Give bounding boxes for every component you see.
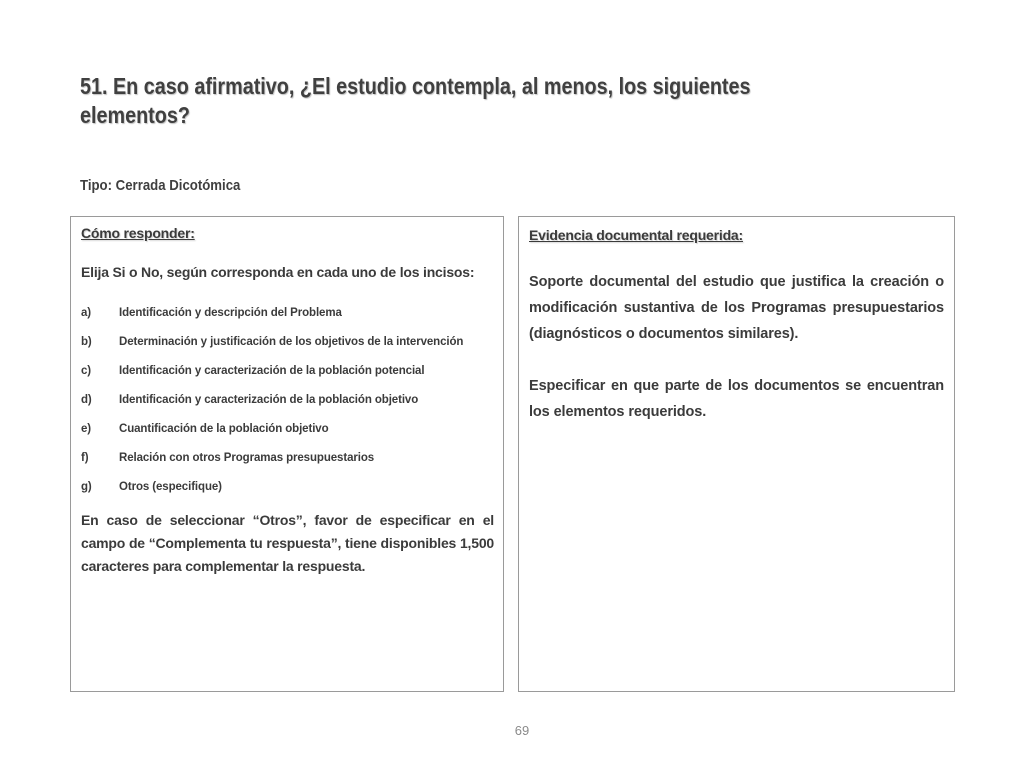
list-item-text: Determinación y justificación de los objetivos de la intervención [119, 336, 464, 348]
list-marker: b) [81, 336, 92, 348]
list-item-text: Identificación y caracterización de la población objetivo [119, 394, 419, 406]
list-item-text: Identificación y descripción del Problema [119, 307, 342, 319]
list-item [81, 364, 494, 378]
evidence-paragraph-2: Especificar en que parte de los documentos se encuentran los elementos requeridos. [529, 378, 944, 420]
otros-note: En caso de seleccionar “Otros”, favor de especificar en el campo de “Complementa tu respuesta”, tiene disponibles 1,500 caracteres para complementar la respuesta. [81, 512, 494, 574]
how-to-answer-panel [70, 216, 504, 692]
list-marker: c) [81, 365, 92, 377]
list-item [81, 306, 494, 320]
list-item [81, 451, 494, 465]
list-item-text: Identificación y caracterización de la población potencial [119, 365, 425, 377]
list-marker: e) [81, 423, 92, 435]
list-item-text: Cuantificación de la población objetivo [119, 423, 329, 435]
page-number: 69 [514, 723, 530, 738]
list-item-text: Otros (especifique) [119, 481, 222, 493]
list-marker: f) [81, 452, 89, 464]
how-to-answer-heading: Cómo responder: [81, 225, 195, 241]
question-type: Tipo: Cerrada Dicotómica [80, 177, 241, 194]
list-item [81, 335, 494, 349]
list-item [81, 422, 494, 436]
list-item-text: Relación con otros Programas presupuestarios [119, 452, 375, 464]
list-marker: d) [81, 394, 92, 406]
evidence-paragraph-1: Soporte documental del estudio que justifica la creación o modificación sustantiva de los Programas presupuestarios (diagnósticos o documentos similares). [529, 274, 944, 342]
instruction-text: Elija Si o No, según corresponda en cada uno de los incisos: [81, 264, 475, 280]
list-item [81, 480, 494, 494]
list-marker: g) [81, 481, 92, 493]
required-evidence-heading: Evidencia documental requerida: [529, 227, 743, 243]
slide-title: 51. En caso afirmativo, ¿El estudio contempla, al menos, los siguientes elementos? [80, 73, 751, 128]
items-list [81, 306, 494, 494]
list-marker: a) [81, 307, 92, 319]
required-evidence-panel [518, 216, 955, 692]
list-item [81, 393, 494, 407]
